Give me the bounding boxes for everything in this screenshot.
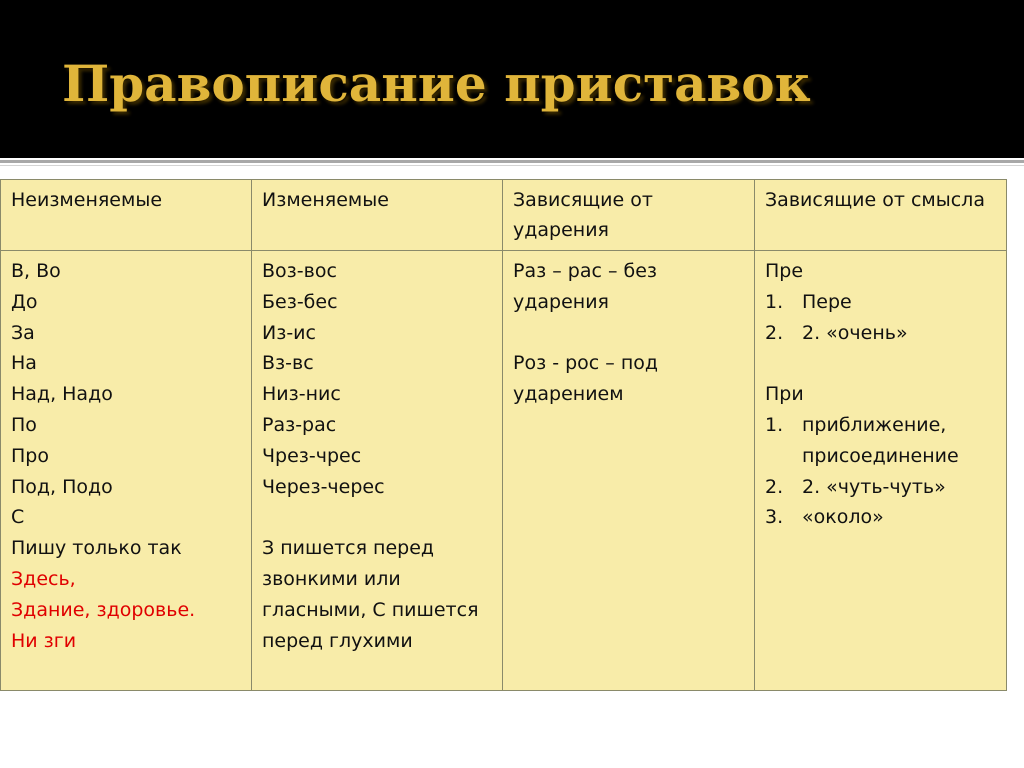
header-meaning-dependent: Зависящие от смысла xyxy=(755,180,1007,251)
header-stress-dependent: Зависящие от ударения xyxy=(503,180,755,251)
list-number: 1. xyxy=(765,290,784,313)
numbered-list xyxy=(765,410,996,533)
list-item: Пишу только так xyxy=(11,537,182,560)
list-item xyxy=(765,318,996,349)
list-item: За xyxy=(11,321,35,344)
list-item: По xyxy=(11,413,37,436)
list-number: 1. xyxy=(765,413,784,436)
list-item: Чрез-чрес xyxy=(262,444,362,467)
prefix-table xyxy=(0,179,1007,691)
list-item xyxy=(765,410,996,472)
list-item: Воз-вос xyxy=(262,260,337,282)
divider-line-thin xyxy=(0,165,1024,166)
cell-stress-dependent xyxy=(503,251,755,691)
list-item: До xyxy=(11,290,38,313)
list-number: 3. xyxy=(765,506,784,529)
list-item: Из-ис xyxy=(262,321,316,344)
exception-item: Здесь, xyxy=(11,567,76,590)
cell-changeable xyxy=(252,251,503,691)
list-text: 2. «чуть-чуть» xyxy=(802,475,946,498)
list-item: В, Во xyxy=(11,260,61,282)
divider-line xyxy=(0,160,1024,163)
list-item: Над, Надо xyxy=(11,383,113,406)
list-item: На xyxy=(11,352,37,375)
list-number: 2. xyxy=(765,475,784,498)
group-label: Пре xyxy=(765,260,804,282)
spacer xyxy=(513,318,744,349)
list-text: 2. «очень» xyxy=(802,321,908,344)
list-item: Низ-нис xyxy=(262,383,341,406)
group-label: При xyxy=(765,383,804,406)
header-unchangeable: Неизменяемые xyxy=(1,180,252,251)
rule-text: З пишется перед звонкими или гласными, С пишется перед глухими xyxy=(262,537,479,652)
list-text: «около» xyxy=(802,506,884,529)
spacer xyxy=(765,348,996,379)
exception-item: Здание, здоровье. xyxy=(11,598,196,621)
list-item: Вз-вс xyxy=(262,352,314,375)
numbered-list xyxy=(765,287,996,349)
list-text: приближение, присоединение xyxy=(802,413,959,467)
list-text: Пере xyxy=(802,290,852,313)
table-body-row xyxy=(1,251,1007,691)
list-item: Через-черес xyxy=(262,475,385,498)
cell-unchangeable xyxy=(1,251,252,691)
header-changeable: Изменяемые xyxy=(252,180,503,251)
slide-title: Правописание приставок xyxy=(62,54,811,113)
list-number: 2. xyxy=(765,321,784,344)
list-item xyxy=(765,287,996,318)
rule-text: Раз – рас – без ударения xyxy=(513,260,658,313)
list-item: Про xyxy=(11,444,49,467)
spacer xyxy=(262,502,492,533)
cell-meaning-dependent xyxy=(755,251,1007,691)
list-item xyxy=(765,472,996,503)
list-item xyxy=(765,502,996,533)
list-item: Под, Подо xyxy=(11,475,113,498)
list-item: Раз-рас xyxy=(262,413,337,436)
list-item: Без-бес xyxy=(262,290,338,313)
table-header-row xyxy=(1,180,1007,251)
list-item: С xyxy=(11,506,25,529)
title-band xyxy=(0,0,1024,158)
exception-item: Ни зги xyxy=(11,629,77,652)
rule-text: Роз - рос – под ударением xyxy=(513,352,659,406)
